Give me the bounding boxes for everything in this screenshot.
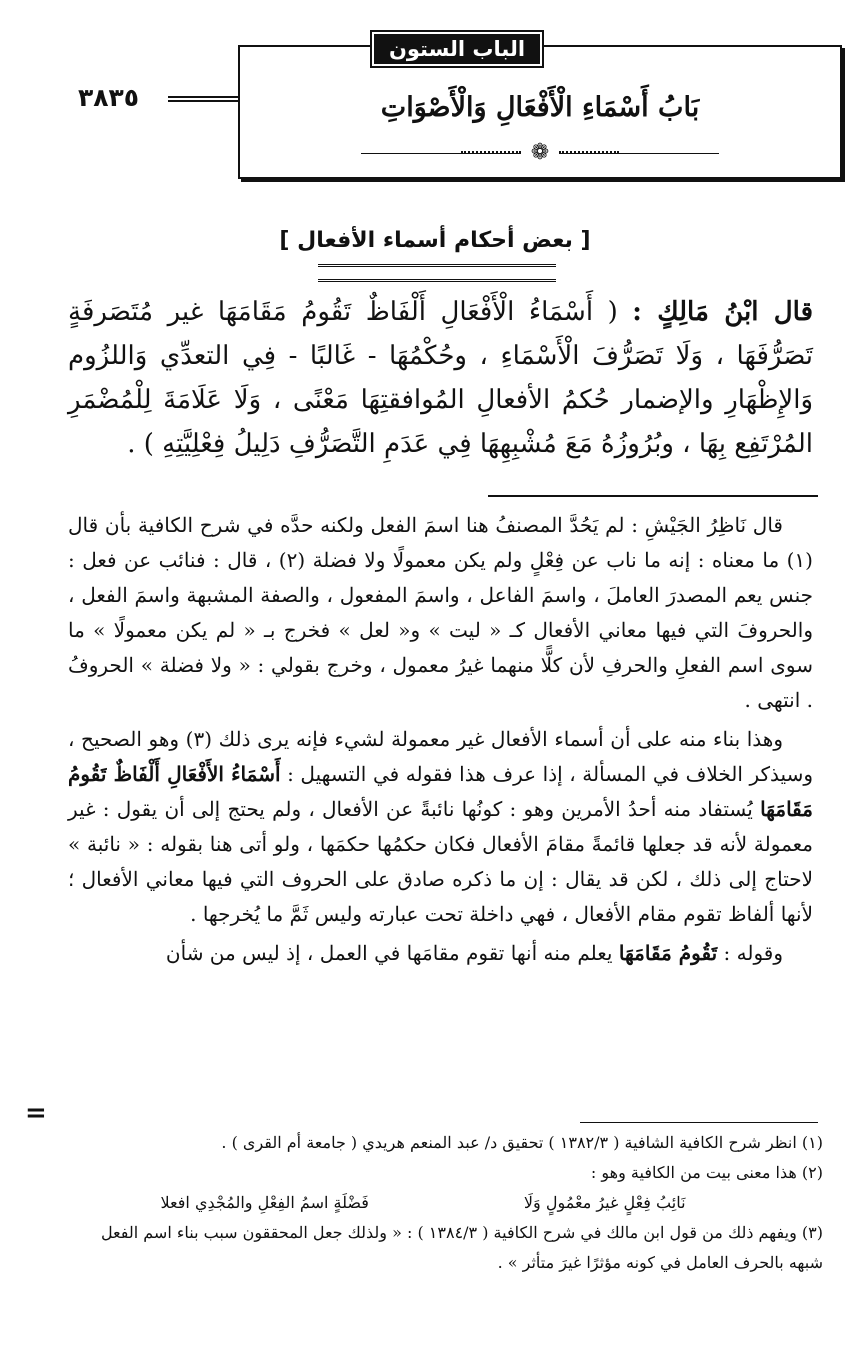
- footnote-verse: [63, 1188, 823, 1218]
- section-heading-rule: [318, 264, 556, 282]
- footnotes: [63, 1128, 823, 1278]
- footnote-1: (١) انظر شرح الكافية الشافية ( ١٣٨٢/٣ ) تحقيق د/ عبد المنعم هريدي ( جامعة أم القرى ) .: [221, 1133, 823, 1152]
- quoted-paragraph: [68, 290, 813, 466]
- verse-hemistich-1: نَائِبُ فِعْلٍ غيرُ معْمُولٍ وَلَا: [523, 1193, 686, 1212]
- continuation-mark: =: [25, 1098, 47, 1128]
- flower-ornament-icon: ❁: [530, 140, 550, 165]
- quote-text: ( أَسْمَاءُ الْأَفْعَالِ أَلْفَاظٌ تَقُومُ مَقَامَهَا غير مُتَصَرفَةٍ تَصَرُّفَهَا ، وَلَا تَصَرُّفَ الْأَسْمَاءِ ، وحُكْمُهَا - غَالبًا - فِي التعدِّي وَاللزُوم وَالإِظْهَارِ والإضمار حُكمُ الأفعالِ المُوافقتِهَا مَعْنًى ، وَلَا عَلَامَةَ لِلْمُضْمَرِ المُرْتَفِع بِهَا ، وبُرُوزُهُ مَعَ مُشْبِهِهَا فِي عَدَمِ التَّصَرُّفِ دَلِيلُ فِعْلِيَّتِهِ ) .: [68, 297, 813, 459]
- quoted-text-block: [68, 290, 813, 466]
- ornament-rule-left: [361, 153, 521, 154]
- chapter-label: الباب الستون: [370, 30, 544, 68]
- ornament-rule-right: [559, 153, 719, 154]
- verse-hemistich-2: فَضْلَةٍ اسمُ الفِعْلِ والمُجْدِي افعلا: [160, 1193, 369, 1212]
- section-heading: [ بعض أحكام أسماء الأفعال ]: [279, 228, 591, 253]
- page-number: ٣٨٣٥: [78, 83, 140, 112]
- commentary-paragraph-3: وقوله : تَقُومُ مَقَامَهَا يعلم منه أنها تقوم مقامَها في العمل ، إذ ليس من شأن: [165, 941, 783, 965]
- bold-quote: تَقُومُ مَقَامَهَا: [618, 941, 718, 965]
- footnote-2: (٢) هذا معنى بيت من الكافية وهو :: [590, 1163, 823, 1182]
- commentary-paragraph-1: قال نَاظِرُ الجَيْشِ : لم يَحُدَّ المصنفُ هنا اسمَ الفعل ولكنه حدَّه في شرح الكافية بأن قال (١) ما معناه : إنه ما ناب عن فِعْلٍ ولم يكن معمولًا ولا فضلة (٢) ، قال : فنائب عن فعل : جنس يعم المصدرَ العاملَ ، واسمَ الفاعل ، واسمَ المفعول ، والصفة المشبهة واسمَ الفعل ، والحروفَ التي فيها معاني الأفعال كـ « ليت » و« لعل » فخرج بـ « لم يكن معمولًا » ما سوى اسم الفعلِ والحرفِ لأن كلًّا منهما غيرُ معمول ، وخرج بقولي : « ولا فضلة » الحروفُ . انتهى .: [68, 513, 813, 712]
- quote-author: قال ابْنُ مَالِكٍ :: [632, 297, 814, 327]
- quote-separator: [488, 495, 818, 497]
- title-ornament: [305, 140, 775, 165]
- commentary-paragraph-2: وهذا بناء منه على أن أسماء الأفعال غير معمولة لشيء فإنه يرى ذلك (٣) وهو الصحيح ، وسيذكر الخلاف في المسألة ، إذا عرف هذا فقوله في التسهيل : أَسْمَاءُ الأَفْعَالِ أَلْفَاظٌ تَقُومُ مَقَامَهَا يُستفاد منه أحدُ الأمرين وهو : كونُها نائبةً عن الأفعال ، ولم يحتج إلى أن يقول : غير معمولة لأنه قد جعلها قائمةً مقامَ الأفعال فكان حكمُها حكمَها ، ولو أتى هنا بقوله : « نائبة » لاحتاج إلى ذلك ، لكن قد يقال : إن ما ذكره صادق على الحروف التي فيها معاني الأفعال ؛ لأنها ألفاظ تقوم مقام الأفعال ، فهي داخلة تحت عبارته وليس ثَمَّ ما يُخرجها .: [68, 727, 814, 926]
- footnote-3: (٣) ويفهم ذلك من قول ابن مالك في شرح الكافية ( ١٣٨٤/٣ ) : « ولذلك جعل المحققون سبب بناء اسم الفعل شبهه بالحرف العامل في كونه مؤثرًا غيرَ متأثر » .: [100, 1223, 823, 1272]
- footnote-rule: [580, 1122, 818, 1123]
- page-number-rule: [168, 96, 240, 102]
- chapter-title: بَابُ أَسْمَاءِ الْأَفْعَالِ وَالْأَصْوَاتِ: [380, 92, 700, 123]
- bold-quote: أَسْمَاءُ الأَفْعَالِ أَلْفَاظٌ تَقُومُ مَقَامَهَا: [68, 762, 814, 821]
- commentary-block: [68, 508, 813, 975]
